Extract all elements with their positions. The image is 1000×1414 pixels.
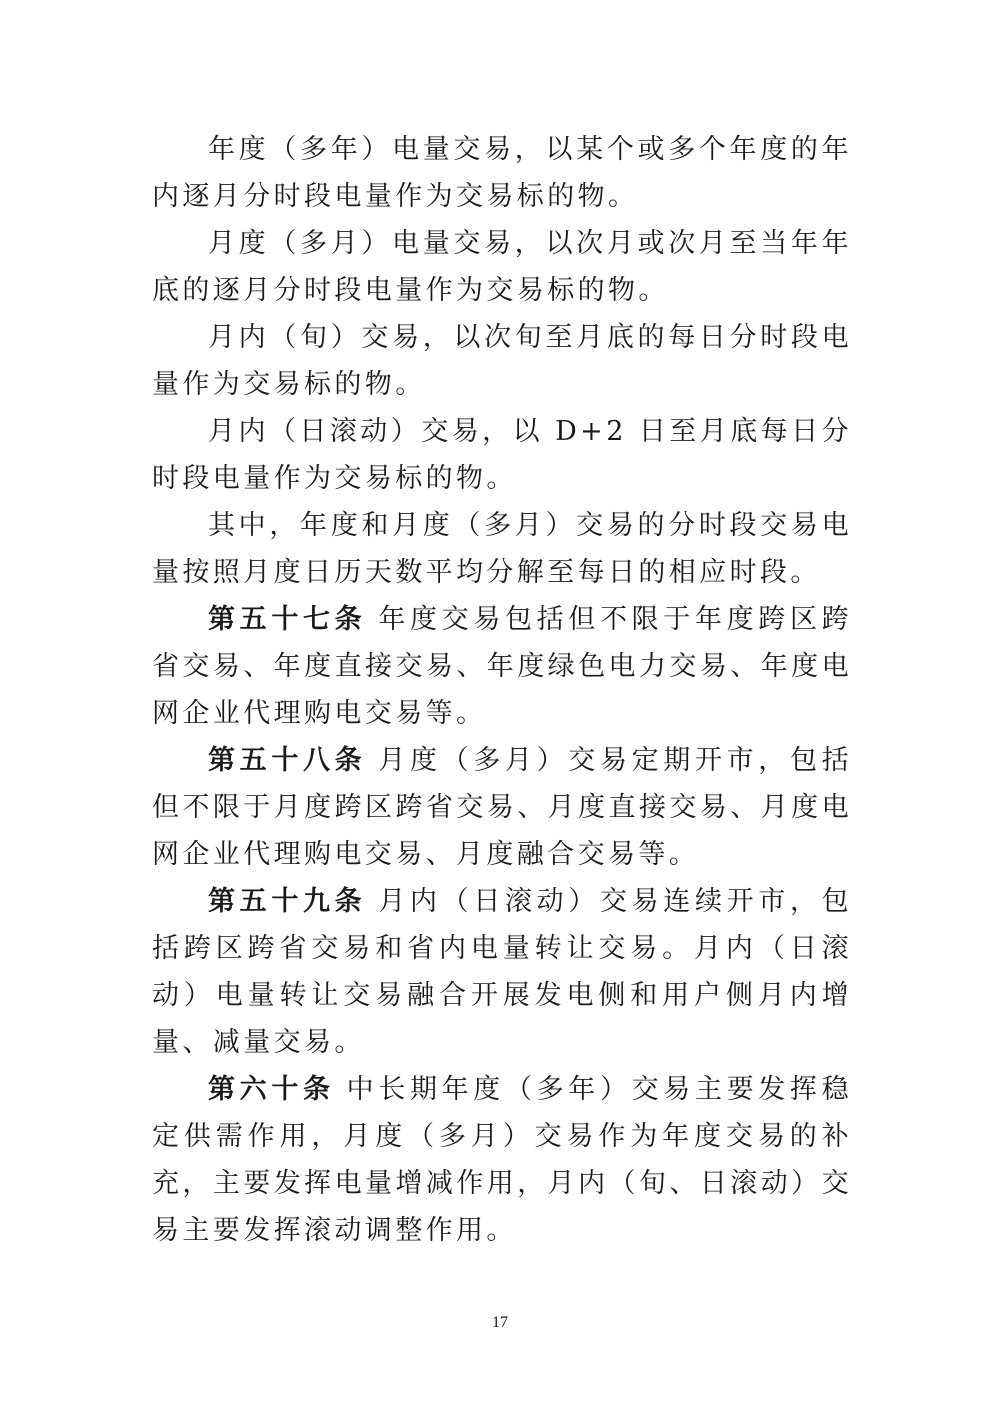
article-58-text: 月度（多月）交易定期开市，包括但不限于月度跨区跨省交易、月度直接交易、月度电网企业代理购电交易、月度融合交易等。 (152, 745, 853, 870)
paragraph-annual-trading: 年度（多年）电量交易，以某个或多个年度的年内逐月分时段电量作为交易标的物。 (152, 134, 852, 212)
article-60-text: 中长期年度（多年）交易主要发挥稳定供需作用，月度（多月）交易作为年度交易的补充，主要发挥电量增减作用，月内（旬、日滚动）交易主要发挥滚动调整作用。 (152, 1074, 852, 1246)
article-60-title: 第六十条 (208, 1074, 335, 1105)
article-57 (152, 596, 852, 737)
article-59 (152, 878, 852, 1066)
article-59-text: 月内（日滚动）交易连续开市，包括跨区跨省交易和省内电量转让交易。月内（日滚动）电量转让交易融合开展发电侧和用户侧月内增量、减量交易。 (152, 886, 853, 1058)
article-59-title: 第五十九条 (208, 886, 367, 917)
article-57-text: 年度交易包括但不限于年度跨区跨省交易、年度直接交易、年度绿色电力交易、年度电网企业代理购电交易等。 (152, 604, 853, 729)
article-58-title: 第五十八条 (208, 745, 367, 776)
page-number: 17 (492, 1314, 508, 1331)
document-body (152, 126, 852, 1254)
paragraph-decomposition-note: 其中，年度和月度（多月）交易的分时段交易电量按照月度日历天数平均分解至每日的相应时段。 (152, 510, 852, 588)
article-57-title: 第五十七条 (208, 604, 367, 635)
paragraph-intramonth-rolling-trading: 月内（日滚动）交易，以 D+2 日至月底每日分时段电量作为交易标的物。 (152, 416, 852, 494)
article-58 (152, 737, 852, 878)
article-60 (152, 1066, 852, 1254)
paragraph-intramonth-ten-day-trading: 月内（旬）交易，以次旬至月底的每日分时段电量作为交易标的物。 (152, 322, 852, 400)
paragraph-monthly-trading: 月度（多月）电量交易，以次月或次月至当年年底的逐月分时段电量作为交易标的物。 (152, 228, 852, 306)
